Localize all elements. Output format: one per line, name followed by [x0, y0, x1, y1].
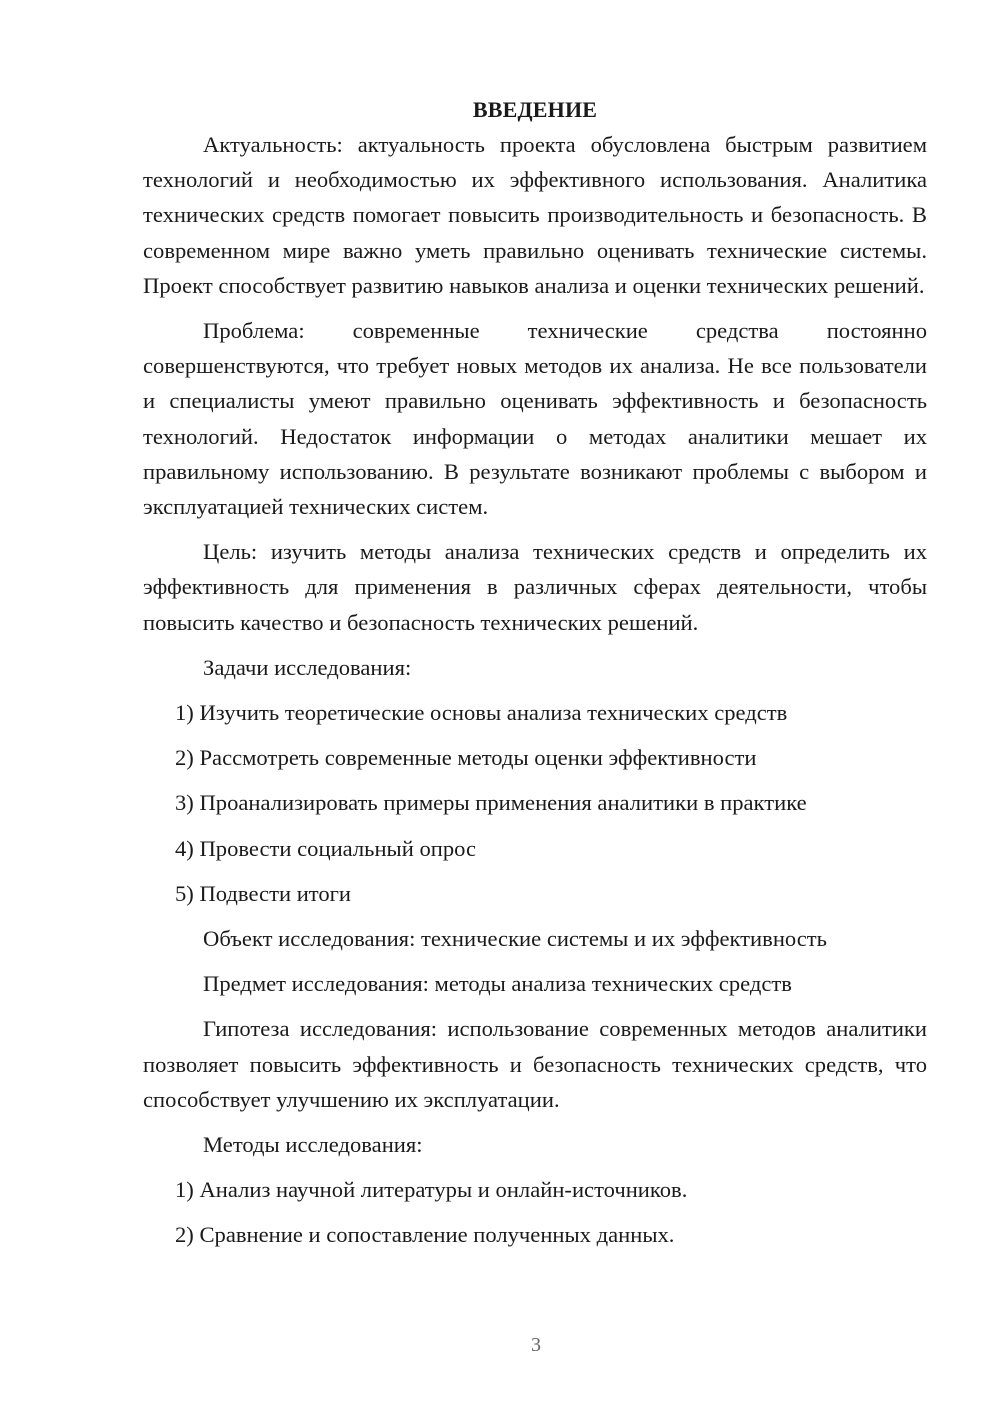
method-item: 2) Сравнение и сопоставление полученных данных. [175, 1222, 675, 1248]
methods-list [143, 1172, 927, 1252]
task-item: 2) Рассмотреть современные методы оценки эффективности [175, 745, 757, 771]
object-line: Объект исследования: технические системы и их эффективность [203, 926, 827, 952]
task-item: 4) Провести социальный опрос [175, 835, 477, 861]
subject-line: Предмет исследования: методы анализа технических средств [203, 971, 792, 997]
method-item: 1) Анализ научной литературы и онлайн-источников. [175, 1177, 688, 1203]
page-title: ВВЕДЕНИЕ [472, 97, 598, 122]
task-item: 5) Подвести итоги [175, 880, 352, 906]
relevance-paragraph: Актуальность: актуальность проекта обусловлена быстрым развитием технологий и необходимостью их эффективного использования. Аналитика технических средств помогает повысить производительность и безопасность. В современном мире важно уметь правильно оценивать технические системы. Проект способствует развитию навыков анализа и оценки технических решений. [143, 132, 927, 298]
task-item: 1) Изучить теоретические основы анализа технических средств [175, 700, 788, 726]
goal-paragraph: Цель: изучить методы анализа технических средств и определить их эффективность для применения в различных сферах деятельности, чтобы повысить качество и безопасность технических решений. [143, 539, 927, 635]
page-number: 3 [531, 1334, 541, 1356]
methods-heading: Методы исследования: [203, 1132, 423, 1158]
tasks-list [143, 695, 927, 911]
task-item: 3) Проанализировать примеры применения аналитики в практике [175, 790, 807, 816]
tasks-heading: Задачи исследования: [203, 654, 412, 680]
hypothesis-paragraph: Гипотеза исследования: использование современных методов аналитики позволяет повысить эффективность и безопасность технических средств, что способствует улучшению их эксплуатации. [143, 1016, 927, 1112]
page-content [143, 92, 927, 1253]
problem-paragraph: Проблема: современные технические средства постоянно совершенствуются, что требует новых методов их анализа. Не все пользователи и специалисты умеют правильно оценивать эффективность и безопасность технологий. Недостаток информации о методах аналитики мешает их правильному использованию. В результате возникают проблемы с выбором и эксплуатацией технических систем. [143, 318, 927, 520]
